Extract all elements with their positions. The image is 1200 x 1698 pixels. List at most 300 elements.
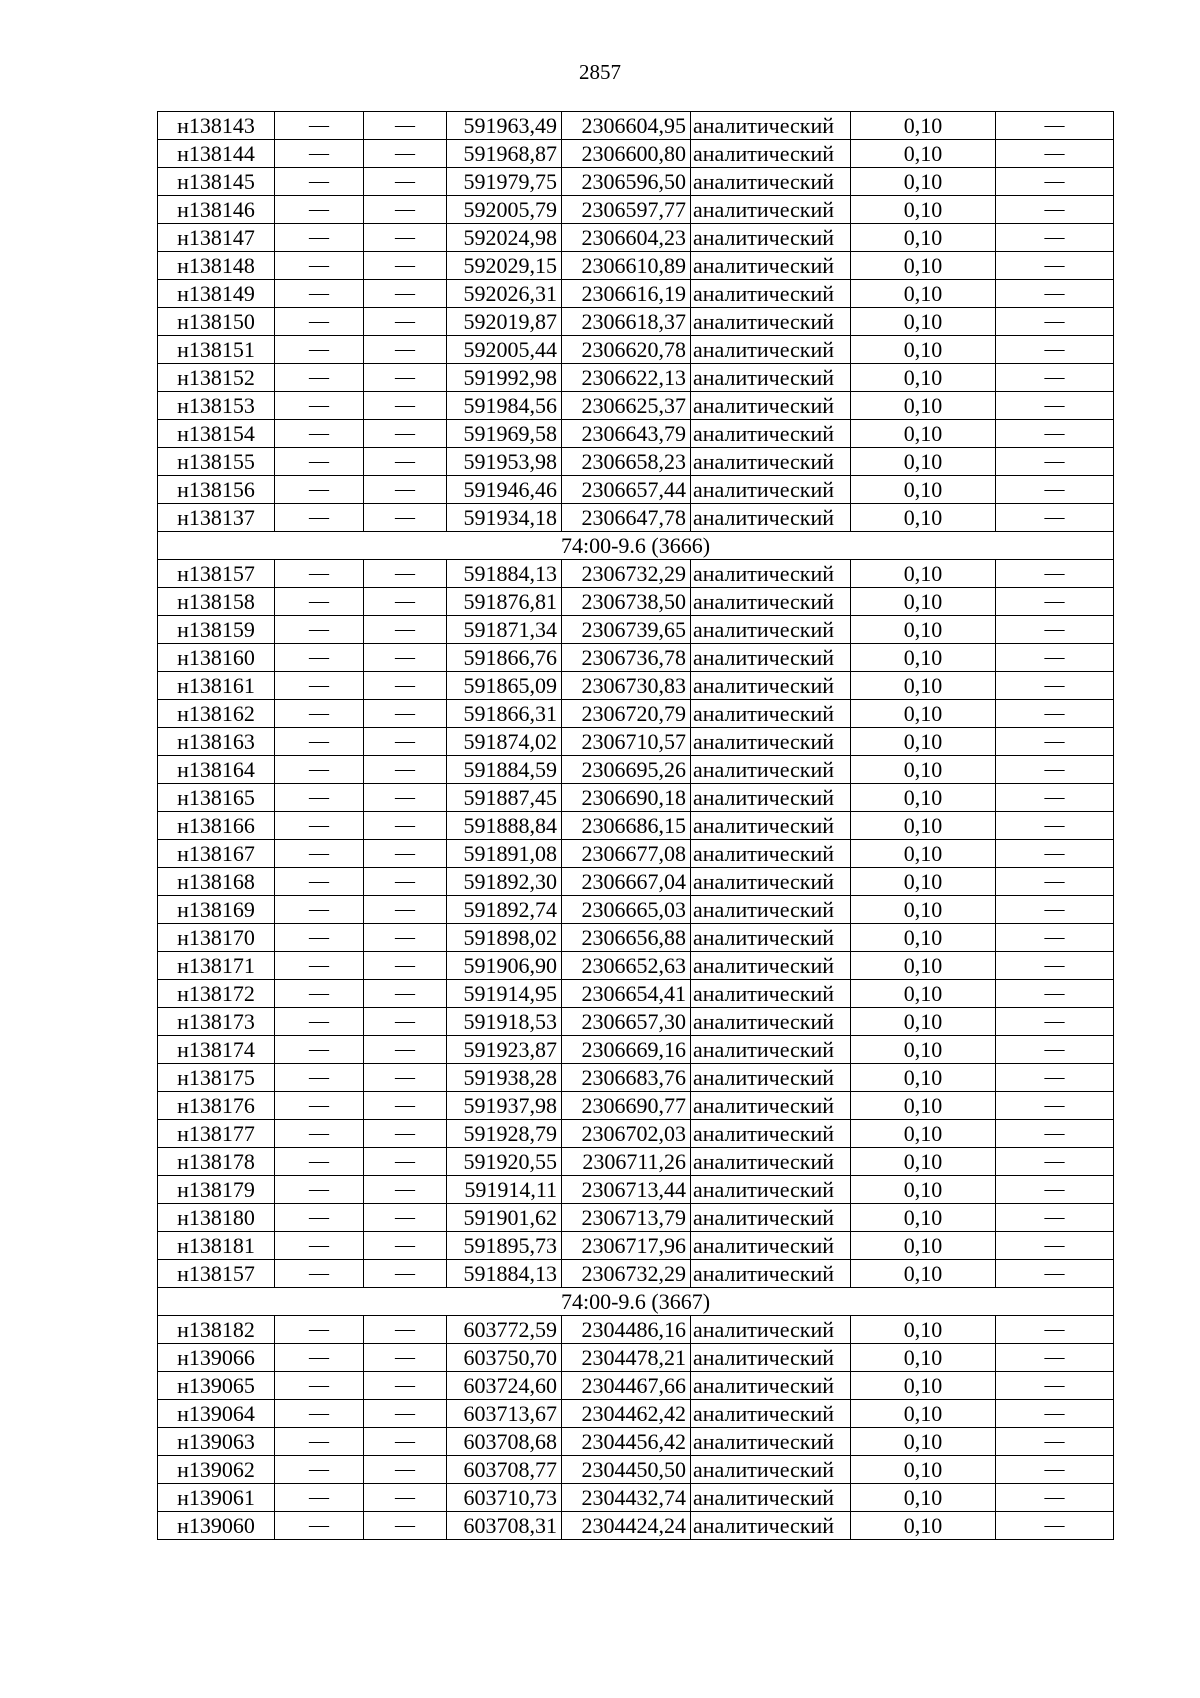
point-id-cell: н139066 xyxy=(158,1344,275,1372)
method-cell: аналитический xyxy=(691,1064,851,1092)
coord-x-cell: 603750,70 xyxy=(447,1344,562,1372)
accuracy-cell: 0,10 xyxy=(851,168,996,196)
table-row xyxy=(158,1260,1114,1288)
coord-y-cell: 2306665,03 xyxy=(562,896,691,924)
coord-x-cell: 591895,73 xyxy=(447,1232,562,1260)
point-id-cell: н138162 xyxy=(158,700,275,728)
dash-3-cell: — xyxy=(996,1064,1114,1092)
method-cell: аналитический xyxy=(691,504,851,532)
dash-3-cell: — xyxy=(996,1148,1114,1176)
point-id-cell: н138167 xyxy=(158,840,275,868)
accuracy-cell: 0,10 xyxy=(851,448,996,476)
coord-x-cell: 591928,79 xyxy=(447,1120,562,1148)
table-row xyxy=(158,140,1114,168)
table-row xyxy=(158,812,1114,840)
dash-1-cell: — xyxy=(275,756,364,784)
dash-1-cell: — xyxy=(275,308,364,336)
dash-2-cell: — xyxy=(364,1372,447,1400)
point-id-cell: н139060 xyxy=(158,1512,275,1540)
dash-2-cell: — xyxy=(364,1428,447,1456)
coord-x-cell: 591914,11 xyxy=(447,1176,562,1204)
table-row xyxy=(158,1372,1114,1400)
dash-2-cell: — xyxy=(364,896,447,924)
coord-y-cell: 2306647,78 xyxy=(562,504,691,532)
point-id-cell: н138137 xyxy=(158,504,275,532)
accuracy-cell: 0,10 xyxy=(851,420,996,448)
point-id-cell: н138181 xyxy=(158,1232,275,1260)
dash-3-cell: — xyxy=(996,112,1114,140)
dash-1-cell: — xyxy=(275,1456,364,1484)
coord-x-cell: 591938,28 xyxy=(447,1064,562,1092)
accuracy-cell: 0,10 xyxy=(851,308,996,336)
dash-2-cell: — xyxy=(364,588,447,616)
method-cell: аналитический xyxy=(691,1036,851,1064)
accuracy-cell: 0,10 xyxy=(851,364,996,392)
dash-1-cell: — xyxy=(275,1400,364,1428)
dash-2-cell: — xyxy=(364,112,447,140)
dash-3-cell: — xyxy=(996,560,1114,588)
dash-3-cell: — xyxy=(996,896,1114,924)
point-id-cell: н138153 xyxy=(158,392,275,420)
dash-3-cell: — xyxy=(996,1456,1114,1484)
method-cell: аналитический xyxy=(691,1176,851,1204)
table-row xyxy=(158,1008,1114,1036)
dash-1-cell: — xyxy=(275,812,364,840)
dash-2-cell: — xyxy=(364,1092,447,1120)
coord-x-cell: 591865,09 xyxy=(447,672,562,700)
dash-1-cell: — xyxy=(275,196,364,224)
dash-1-cell: — xyxy=(275,952,364,980)
dash-1-cell: — xyxy=(275,112,364,140)
table-row xyxy=(158,504,1114,532)
dash-3-cell: — xyxy=(996,728,1114,756)
dash-1-cell: — xyxy=(275,1204,364,1232)
dash-1-cell: — xyxy=(275,1064,364,1092)
accuracy-cell: 0,10 xyxy=(851,1064,996,1092)
dash-1-cell: — xyxy=(275,868,364,896)
accuracy-cell: 0,10 xyxy=(851,392,996,420)
dash-2-cell: — xyxy=(364,140,447,168)
table-row xyxy=(158,1204,1114,1232)
point-id-cell: н138176 xyxy=(158,1092,275,1120)
coord-y-cell: 2306713,79 xyxy=(562,1204,691,1232)
coord-x-cell: 591914,95 xyxy=(447,980,562,1008)
table-row xyxy=(158,1120,1114,1148)
point-id-cell: н138178 xyxy=(158,1148,275,1176)
section-header-row xyxy=(158,532,1114,560)
dash-2-cell: — xyxy=(364,560,447,588)
table-row xyxy=(158,1344,1114,1372)
method-cell: аналитический xyxy=(691,1400,851,1428)
coord-x-cell: 591866,76 xyxy=(447,644,562,672)
coord-x-cell: 592024,98 xyxy=(447,224,562,252)
point-id-cell: н138151 xyxy=(158,336,275,364)
dash-3-cell: — xyxy=(996,1120,1114,1148)
point-id-cell: н138156 xyxy=(158,476,275,504)
dash-1-cell: — xyxy=(275,1372,364,1400)
coord-x-cell: 591891,08 xyxy=(447,840,562,868)
dash-3-cell: — xyxy=(996,1400,1114,1428)
table-row xyxy=(158,1512,1114,1540)
dash-2-cell: — xyxy=(364,812,447,840)
coord-y-cell: 2304486,16 xyxy=(562,1316,691,1344)
dash-1-cell: — xyxy=(275,336,364,364)
point-id-cell: н138171 xyxy=(158,952,275,980)
method-cell: аналитический xyxy=(691,308,851,336)
coord-y-cell: 2306710,57 xyxy=(562,728,691,756)
accuracy-cell: 0,10 xyxy=(851,924,996,952)
dash-1-cell: — xyxy=(275,644,364,672)
coord-x-cell: 591888,84 xyxy=(447,812,562,840)
coord-x-cell: 591918,53 xyxy=(447,1008,562,1036)
accuracy-cell: 0,10 xyxy=(851,1428,996,1456)
point-id-cell: н138145 xyxy=(158,168,275,196)
coord-y-cell: 2306695,26 xyxy=(562,756,691,784)
dash-2-cell: — xyxy=(364,728,447,756)
point-id-cell: н138165 xyxy=(158,784,275,812)
method-cell: аналитический xyxy=(691,560,851,588)
point-id-cell: н138149 xyxy=(158,280,275,308)
coord-y-cell: 2306739,65 xyxy=(562,616,691,644)
accuracy-cell: 0,10 xyxy=(851,1456,996,1484)
point-id-cell: н138163 xyxy=(158,728,275,756)
dash-3-cell: — xyxy=(996,168,1114,196)
table-row xyxy=(158,700,1114,728)
dash-3-cell: — xyxy=(996,140,1114,168)
method-cell: аналитический xyxy=(691,728,851,756)
dash-2-cell: — xyxy=(364,1204,447,1232)
coord-x-cell: 591866,31 xyxy=(447,700,562,728)
accuracy-cell: 0,10 xyxy=(851,784,996,812)
table-row xyxy=(158,616,1114,644)
method-cell: аналитический xyxy=(691,1232,851,1260)
table-row xyxy=(158,336,1114,364)
coord-y-cell: 2306616,19 xyxy=(562,280,691,308)
dash-3-cell: — xyxy=(996,812,1114,840)
coord-y-cell: 2306667,04 xyxy=(562,868,691,896)
point-id-cell: н138182 xyxy=(158,1316,275,1344)
accuracy-cell: 0,10 xyxy=(851,672,996,700)
dash-3-cell: — xyxy=(996,280,1114,308)
dash-3-cell: — xyxy=(996,1512,1114,1540)
coord-x-cell: 591906,90 xyxy=(447,952,562,980)
accuracy-cell: 0,10 xyxy=(851,196,996,224)
dash-1-cell: — xyxy=(275,1316,364,1344)
point-id-cell: н138174 xyxy=(158,1036,275,1064)
table-row xyxy=(158,840,1114,868)
coord-y-cell: 2304456,42 xyxy=(562,1428,691,1456)
coord-x-cell: 591953,98 xyxy=(447,448,562,476)
coord-y-cell: 2306669,16 xyxy=(562,1036,691,1064)
method-cell: аналитический xyxy=(691,952,851,980)
point-id-cell: н138161 xyxy=(158,672,275,700)
method-cell: аналитический xyxy=(691,840,851,868)
dash-1-cell: — xyxy=(275,980,364,1008)
accuracy-cell: 0,10 xyxy=(851,588,996,616)
dash-1-cell: — xyxy=(275,140,364,168)
accuracy-cell: 0,10 xyxy=(851,728,996,756)
coord-x-cell: 591876,81 xyxy=(447,588,562,616)
dash-3-cell: — xyxy=(996,1344,1114,1372)
dash-3-cell: — xyxy=(996,1428,1114,1456)
table-row xyxy=(158,784,1114,812)
table-row xyxy=(158,112,1114,140)
dash-1-cell: — xyxy=(275,588,364,616)
method-cell: аналитический xyxy=(691,112,851,140)
coord-x-cell: 591884,13 xyxy=(447,560,562,588)
dash-3-cell: — xyxy=(996,336,1114,364)
dash-1-cell: — xyxy=(275,1176,364,1204)
dash-1-cell: — xyxy=(275,1232,364,1260)
dash-1-cell: — xyxy=(275,672,364,700)
method-cell: аналитический xyxy=(691,252,851,280)
table-row xyxy=(158,252,1114,280)
table-row xyxy=(158,1092,1114,1120)
dash-2-cell: — xyxy=(364,504,447,532)
accuracy-cell: 0,10 xyxy=(851,840,996,868)
coord-y-cell: 2306604,23 xyxy=(562,224,691,252)
dash-3-cell: — xyxy=(996,672,1114,700)
coord-x-cell: 591923,87 xyxy=(447,1036,562,1064)
dash-1-cell: — xyxy=(275,1008,364,1036)
section-header-row xyxy=(158,1288,1114,1316)
dash-1-cell: — xyxy=(275,504,364,532)
dash-3-cell: — xyxy=(996,1036,1114,1064)
dash-3-cell: — xyxy=(996,420,1114,448)
coord-y-cell: 2306657,44 xyxy=(562,476,691,504)
point-id-cell: н139064 xyxy=(158,1400,275,1428)
dash-1-cell: — xyxy=(275,1148,364,1176)
point-id-cell: н139065 xyxy=(158,1372,275,1400)
dash-2-cell: — xyxy=(364,168,447,196)
method-cell: аналитический xyxy=(691,868,851,896)
dash-3-cell: — xyxy=(996,252,1114,280)
dash-2-cell: — xyxy=(364,364,447,392)
dash-3-cell: — xyxy=(996,1176,1114,1204)
method-cell: аналитический xyxy=(691,336,851,364)
dash-2-cell: — xyxy=(364,1484,447,1512)
dash-2-cell: — xyxy=(364,280,447,308)
table-row xyxy=(158,644,1114,672)
coord-x-cell: 591901,62 xyxy=(447,1204,562,1232)
accuracy-cell: 0,10 xyxy=(851,1316,996,1344)
dash-1-cell: — xyxy=(275,252,364,280)
table-row xyxy=(158,1232,1114,1260)
accuracy-cell: 0,10 xyxy=(851,1260,996,1288)
method-cell: аналитический xyxy=(691,1316,851,1344)
dash-3-cell: — xyxy=(996,700,1114,728)
dash-2-cell: — xyxy=(364,392,447,420)
method-cell: аналитический xyxy=(691,1204,851,1232)
coord-y-cell: 2306600,80 xyxy=(562,140,691,168)
dash-2-cell: — xyxy=(364,1260,447,1288)
accuracy-cell: 0,10 xyxy=(851,1484,996,1512)
method-cell: аналитический xyxy=(691,1260,851,1288)
accuracy-cell: 0,10 xyxy=(851,140,996,168)
coord-x-cell: 603713,67 xyxy=(447,1400,562,1428)
dash-3-cell: — xyxy=(996,392,1114,420)
dash-2-cell: — xyxy=(364,420,447,448)
coord-x-cell: 592019,87 xyxy=(447,308,562,336)
method-cell: аналитический xyxy=(691,812,851,840)
method-cell: аналитический xyxy=(691,224,851,252)
dash-3-cell: — xyxy=(996,980,1114,1008)
dash-3-cell: — xyxy=(996,196,1114,224)
table-body xyxy=(158,112,1114,1540)
method-cell: аналитический xyxy=(691,588,851,616)
coord-x-cell: 603772,59 xyxy=(447,1316,562,1344)
method-cell: аналитический xyxy=(691,168,851,196)
point-id-cell: н138160 xyxy=(158,644,275,672)
coord-y-cell: 2306732,29 xyxy=(562,560,691,588)
table-row xyxy=(158,756,1114,784)
dash-3-cell: — xyxy=(996,868,1114,896)
coord-x-cell: 603724,60 xyxy=(447,1372,562,1400)
coord-y-cell: 2304478,21 xyxy=(562,1344,691,1372)
accuracy-cell: 0,10 xyxy=(851,644,996,672)
method-cell: аналитический xyxy=(691,280,851,308)
point-id-cell: н138164 xyxy=(158,756,275,784)
method-cell: аналитический xyxy=(691,1484,851,1512)
method-cell: аналитический xyxy=(691,392,851,420)
dash-3-cell: — xyxy=(996,476,1114,504)
coord-y-cell: 2306683,76 xyxy=(562,1064,691,1092)
method-cell: аналитический xyxy=(691,896,851,924)
accuracy-cell: 0,10 xyxy=(851,700,996,728)
coord-x-cell: 603708,68 xyxy=(447,1428,562,1456)
coord-x-cell: 591892,30 xyxy=(447,868,562,896)
dash-1-cell: — xyxy=(275,1344,364,1372)
dash-1-cell: — xyxy=(275,616,364,644)
dash-1-cell: — xyxy=(275,168,364,196)
dash-2-cell: — xyxy=(364,252,447,280)
table-row xyxy=(158,196,1114,224)
coord-x-cell: 591979,75 xyxy=(447,168,562,196)
method-cell: аналитический xyxy=(691,1120,851,1148)
dash-2-cell: — xyxy=(364,644,447,672)
accuracy-cell: 0,10 xyxy=(851,1232,996,1260)
dash-3-cell: — xyxy=(996,1232,1114,1260)
dash-2-cell: — xyxy=(364,1036,447,1064)
accuracy-cell: 0,10 xyxy=(851,504,996,532)
coord-x-cell: 591920,55 xyxy=(447,1148,562,1176)
dash-1-cell: — xyxy=(275,728,364,756)
table-row xyxy=(158,168,1114,196)
point-id-cell: н138143 xyxy=(158,112,275,140)
point-id-cell: н138155 xyxy=(158,448,275,476)
dash-2-cell: — xyxy=(364,1400,447,1428)
accuracy-cell: 0,10 xyxy=(851,952,996,980)
point-id-cell: н138157 xyxy=(158,560,275,588)
dash-2-cell: — xyxy=(364,1232,447,1260)
coord-y-cell: 2306736,78 xyxy=(562,644,691,672)
accuracy-cell: 0,10 xyxy=(851,1036,996,1064)
method-cell: аналитический xyxy=(691,644,851,672)
dash-1-cell: — xyxy=(275,1260,364,1288)
dash-2-cell: — xyxy=(364,672,447,700)
coord-y-cell: 2304467,66 xyxy=(562,1372,691,1400)
coord-y-cell: 2306618,37 xyxy=(562,308,691,336)
dash-2-cell: — xyxy=(364,756,447,784)
table-row xyxy=(158,1036,1114,1064)
dash-1-cell: — xyxy=(275,896,364,924)
table-row xyxy=(158,448,1114,476)
accuracy-cell: 0,10 xyxy=(851,1092,996,1120)
table-row xyxy=(158,1064,1114,1092)
dash-2-cell: — xyxy=(364,224,447,252)
method-cell: аналитический xyxy=(691,756,851,784)
method-cell: аналитический xyxy=(691,980,851,1008)
method-cell: аналитический xyxy=(691,672,851,700)
accuracy-cell: 0,10 xyxy=(851,112,996,140)
point-id-cell: н139063 xyxy=(158,1428,275,1456)
accuracy-cell: 0,10 xyxy=(851,896,996,924)
dash-1-cell: — xyxy=(275,1512,364,1540)
method-cell: аналитический xyxy=(691,1148,851,1176)
table-row xyxy=(158,924,1114,952)
point-id-cell: н139061 xyxy=(158,1484,275,1512)
accuracy-cell: 0,10 xyxy=(851,980,996,1008)
coord-x-cell: 591937,98 xyxy=(447,1092,562,1120)
coord-x-cell: 591984,56 xyxy=(447,392,562,420)
table-row xyxy=(158,224,1114,252)
coord-x-cell: 603710,73 xyxy=(447,1484,562,1512)
dash-1-cell: — xyxy=(275,924,364,952)
dash-3-cell: — xyxy=(996,448,1114,476)
coord-x-cell: 603708,77 xyxy=(447,1456,562,1484)
point-id-cell: н138175 xyxy=(158,1064,275,1092)
table-row xyxy=(158,672,1114,700)
dash-3-cell: — xyxy=(996,1484,1114,1512)
method-cell: аналитический xyxy=(691,1428,851,1456)
accuracy-cell: 0,10 xyxy=(851,1176,996,1204)
table-row xyxy=(158,1484,1114,1512)
coord-x-cell: 603708,31 xyxy=(447,1512,562,1540)
dash-2-cell: — xyxy=(364,1316,447,1344)
accuracy-cell: 0,10 xyxy=(851,616,996,644)
coord-y-cell: 2306738,50 xyxy=(562,588,691,616)
dash-1-cell: — xyxy=(275,448,364,476)
dash-3-cell: — xyxy=(996,924,1114,952)
accuracy-cell: 0,10 xyxy=(851,868,996,896)
dash-3-cell: — xyxy=(996,504,1114,532)
point-id-cell: н139062 xyxy=(158,1456,275,1484)
dash-3-cell: — xyxy=(996,308,1114,336)
dash-2-cell: — xyxy=(364,1176,447,1204)
accuracy-cell: 0,10 xyxy=(851,1372,996,1400)
method-cell: аналитический xyxy=(691,448,851,476)
coord-y-cell: 2306732,29 xyxy=(562,1260,691,1288)
dash-3-cell: — xyxy=(996,840,1114,868)
coord-x-cell: 591992,98 xyxy=(447,364,562,392)
coord-x-cell: 591887,45 xyxy=(447,784,562,812)
dash-1-cell: — xyxy=(275,364,364,392)
point-id-cell: н138173 xyxy=(158,1008,275,1036)
accuracy-cell: 0,10 xyxy=(851,1008,996,1036)
dash-3-cell: — xyxy=(996,1372,1114,1400)
dash-2-cell: — xyxy=(364,952,447,980)
coord-y-cell: 2304450,50 xyxy=(562,1456,691,1484)
coord-y-cell: 2306720,79 xyxy=(562,700,691,728)
table-row xyxy=(158,1428,1114,1456)
accuracy-cell: 0,10 xyxy=(851,336,996,364)
point-id-cell: н138168 xyxy=(158,868,275,896)
section-title: 74:00-9.6 (3667) xyxy=(158,1288,1114,1316)
coord-x-cell: 591884,13 xyxy=(447,1260,562,1288)
point-id-cell: н138179 xyxy=(158,1176,275,1204)
dash-3-cell: — xyxy=(996,616,1114,644)
table-row xyxy=(158,392,1114,420)
